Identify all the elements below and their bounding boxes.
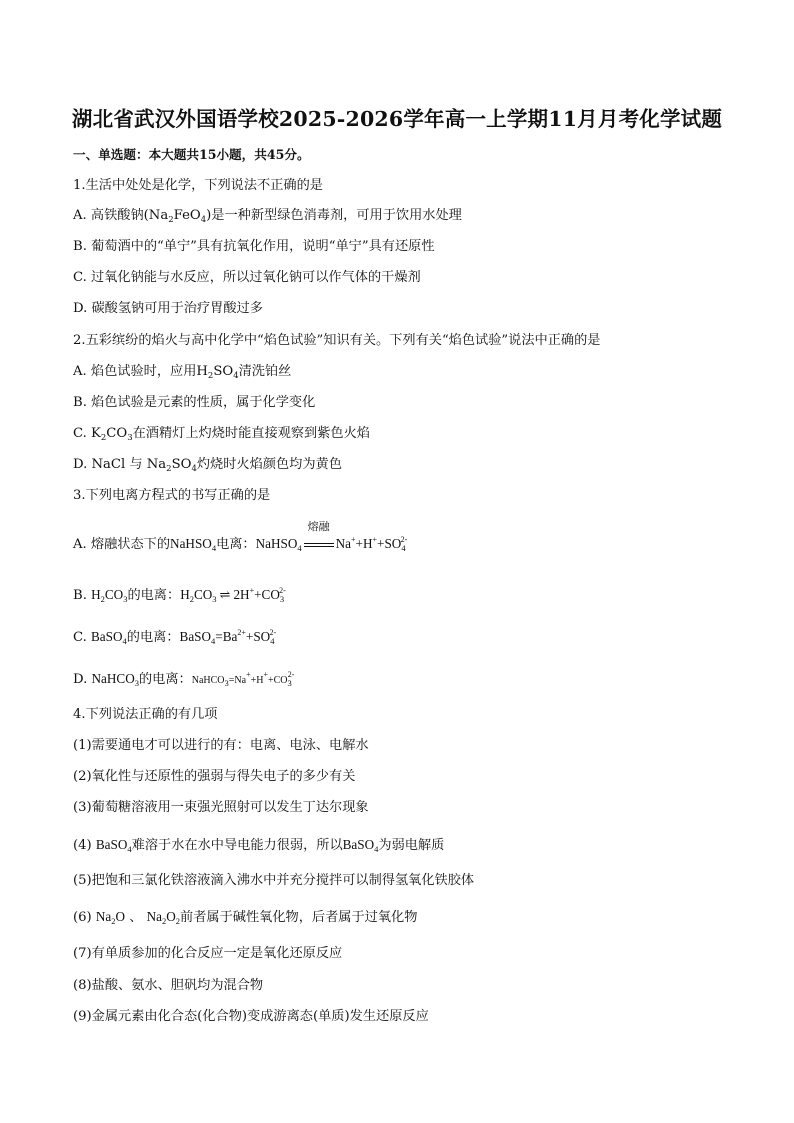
question-4-statement-9: (9)金属元素由化合态(化合物)变成游离态(单质)发生还原反应	[73, 1009, 429, 1024]
question-1-option-a: A. 高铁酸钠$(Na_2FeO_4)$是一种新型绿色消毒剂，可用于饮用水处理	[73, 208, 462, 225]
question-3-option-b: B. $H_2CO_3$的电离：$H_2CO_3$ ⇌ $2H^++CO_3^{2-}$	[73, 586, 286, 604]
question-2-option-b: B. 焰色试验是元素的性质，属于化学变化	[73, 395, 316, 410]
question-4-statement-4: (4) BaSO$_4$难溶于水在水中导电能力很弱，所以BaSO$_4$为弱电解质	[73, 837, 445, 854]
question-4-statement-6: (6) $Na_2O$ 、 $Na_2O_2$前者属于碱性氧化物，后者属于过氧化物	[73, 909, 418, 926]
equation-a: NaHSO$_4$ 熔融 $Na^++H^++SO_4^{2-}$	[255, 521, 408, 553]
question-4-statement-8: (8)盐酸、氨水、胆矾均为混合物	[73, 978, 264, 993]
question-1-option-b: B. 葡萄酒中的“单宁”具有抗氧化作用，说明“单宁”具有还原性	[73, 239, 435, 254]
question-2-option-a: A. 焰色试验时，应用$H_2SO_4$清洗铂丝	[73, 364, 292, 381]
question-1-option-c: C. 过氧化钠能与水反应，所以过氧化钠可以作气体的干燥剂	[73, 270, 421, 285]
question-3-option-c: C. BaSO$_4$的电离：$BaSO_4=Ba^{2+}+SO_4^{2-}$	[73, 628, 277, 646]
page-title: 湖北省武汉外国语学校2025-2026学年高一上学期11月月考化学试题	[71, 107, 723, 131]
section-heading: 一、单选题：本大题共15小题，共45分。	[73, 147, 310, 162]
question-4-stem: 4.下列说法正确的有几项	[73, 707, 218, 722]
equation-b: $H_2CO_3$ ⇌ $2H^++CO_3^{2-}$	[180, 586, 286, 604]
equation-c: $BaSO_4=Ba^{2+}+SO_4^{2-}$	[179, 628, 277, 646]
question-1-stem: 1.生活中处处是化学，下列说法不正确的是	[73, 178, 323, 193]
question-2-option-d: D. NaCl 与 $Na_2SO_4$灼烧时火焰颜色均为黄色	[73, 457, 342, 474]
question-1-option-d: D. 碳酸氢钠可用于治疗胃酸过多	[73, 301, 263, 316]
question-2-stem: 2.五彩缤纷的焰火与高中化学中“焰色试验”知识有关。下列有关“焰色试验”说法中正确的是	[73, 333, 601, 348]
question-2-option-c: C. $K_2CO_3$在酒精灯上灼烧时能直接观察到紫色火焰	[73, 426, 370, 443]
question-4-statement-2: (2)氧化性与还原性的强弱与得失电子的多少有关	[73, 769, 356, 784]
question-3-option-d: D. NaHCO$_3$的电离：$NaHCO_3=Na^++H^++CO_3^{2-}$	[73, 670, 295, 688]
equation-d: $NaHCO_3=Na^++H^++CO_3^{2-}$	[191, 670, 295, 688]
question-4-statement-3: (3)葡萄糖溶液用一束强光照射可以发生丁达尔现象	[73, 800, 369, 815]
reversible-arrow-icon: ⇌	[219, 587, 231, 602]
question-3-stem: 3.下列电离方程式的书写正确的是	[73, 488, 271, 503]
question-4-statement-7: (7)有单质参加的化合反应一定是氧化还原反应	[73, 946, 343, 961]
question-4-statement-1: (1)需要通电才可以进行的有：电离、电泳、电解水	[73, 738, 369, 753]
question-3-option-a: A. 熔融状态下的NaHSO$_4$电离：NaHSO$_4$ 熔融 $Na^++H^++SO_4^{2-}$	[73, 521, 408, 553]
melting-condition-arrow: 熔融	[304, 535, 334, 553]
question-4-statement-5: (5)把饱和三氯化铁溶液滴入沸水中并充分搅拌可以制得氢氧化铁胶体	[73, 873, 475, 888]
